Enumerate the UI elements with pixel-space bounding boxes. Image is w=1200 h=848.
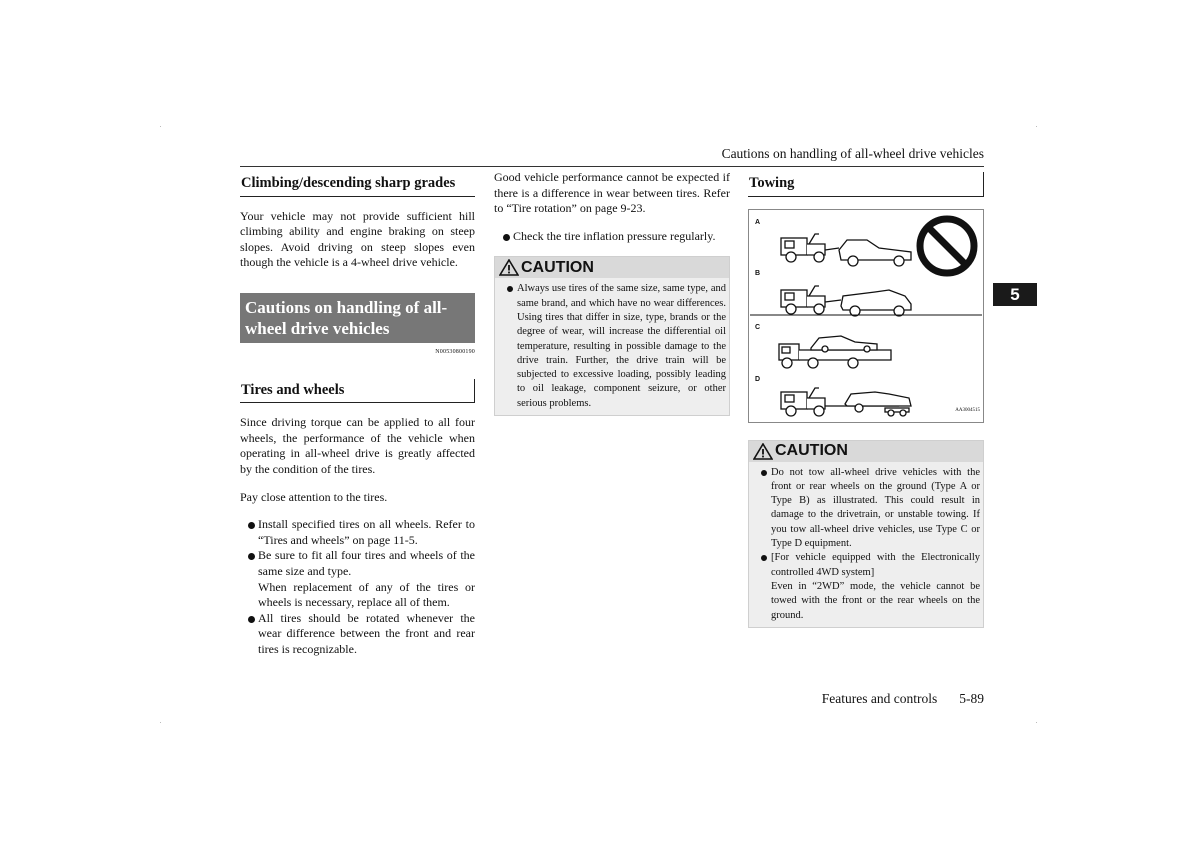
caution-text: Always use tires of the same size, same type, and same brand, and which have no wear differences. Using tires that differ in size, type, brands or the degree of wear, will increase the differential oil temperature, resulting in possible damage to the drive train. Further, the drive train will be subjected to excessive loading, possibly leading to oil leakage, component seizure, or other serious problems. (517, 283, 726, 409)
caution-text: [For vehicle equipped with the Electronically controlled 4WD system] (771, 552, 980, 578)
list-item (240, 548, 475, 610)
tires-paragraph-1: Since driving torque can be applied to all four wheels, the performance of the vehicle when operating in all-wheel drive is greatly affected by the condition of the tires. (240, 415, 475, 476)
climbing-heading: Climbing/descending sharp grades (240, 172, 475, 197)
list-item (751, 551, 980, 622)
towing-heading: Towing (748, 172, 984, 197)
bullet-icon (503, 234, 510, 241)
footer-section: Features and controls (821, 691, 938, 706)
bullet-icon (507, 286, 513, 292)
car-icon (845, 392, 911, 416)
caution-box (748, 440, 984, 628)
tow-truck-icon (781, 286, 841, 314)
bullet-icon (248, 522, 255, 529)
list-item (494, 229, 730, 245)
bullet-text: Install specified tires on all wheels. Refer to “Tires and wheels” on page 11-5. (258, 517, 475, 547)
bullet-text: Check the tire inflation pressure regularly. (513, 228, 716, 243)
pressure-bullet-list (494, 229, 730, 245)
list-item (751, 466, 980, 552)
wear-paragraph: Good vehicle performance cannot be expected if there is a difference in wear between tires. Refer to “Tire rotation” on page 9-23. (494, 170, 730, 216)
tires-paragraph-2: Pay close attention to the tires. (240, 489, 388, 504)
tires-bullet-list (240, 517, 475, 657)
running-header: Cautions on handling of all-wheel drive vehicles (721, 146, 984, 161)
caution-list (495, 278, 729, 415)
section-code: N00530800190 (435, 348, 475, 355)
column-left (240, 172, 475, 657)
caution-list (749, 462, 983, 627)
column-middle (494, 170, 730, 416)
header-rule (240, 166, 984, 167)
tow-diagram-svg (749, 210, 983, 420)
car-icon (839, 240, 911, 266)
caution-box (494, 256, 730, 416)
list-item (497, 282, 726, 411)
caution-label: CAUTION (775, 442, 848, 460)
bullet-icon (761, 470, 767, 476)
bullet-icon (248, 616, 255, 623)
caution-header (495, 257, 729, 278)
towing-illustration (748, 209, 984, 423)
column-right (748, 172, 984, 628)
caution-header (749, 441, 983, 462)
chapter-tab: 5 (993, 283, 1037, 306)
caution-text: Do not tow all-wheel drive vehicles with the front or rear wheels on the ground (Type A or Type B) as illustrated. This could result in damage to the drivetrain, or unstable towing. If you tow all-wheel drive vehicles, use Type C or Type D equipment. (771, 466, 980, 550)
warning-triangle-icon (499, 259, 519, 276)
tow-truck-icon (781, 234, 839, 262)
bullet-continuation: When replacement of any of the tires or wheels is necessary, replace all of them. (258, 579, 475, 610)
prohibited-sign-icon (920, 219, 974, 273)
car-icon (841, 290, 911, 316)
figure-label-c: C (755, 323, 761, 331)
figure-label-b: B (755, 269, 761, 277)
section-title-bar: Cautions on handling of all-wheel drive vehicles (240, 293, 475, 343)
bullet-text: Be sure to fit all four tires and wheels of the same size and type. (258, 548, 475, 578)
bullet-text: All tires should be rotated whenever the wear difference between the front and rear tires is recognizable. (258, 610, 475, 656)
climbing-text: Your vehicle may not provide sufficient hill climbing ability and engine braking on steep slopes. Avoid driving on steep slopes even though the vehicle is a 4-wheel drive vehicle. (240, 208, 475, 270)
bullet-icon (761, 555, 767, 561)
warning-triangle-icon (753, 443, 773, 460)
car-icon (811, 336, 877, 352)
figure-code: AA3004515 (955, 408, 980, 413)
tires-heading: Tires and wheels (240, 379, 475, 404)
list-item (240, 517, 475, 548)
figure-label-d: D (755, 375, 761, 383)
list-item (240, 611, 475, 658)
figure-label-a: A (755, 218, 761, 226)
bullet-icon (248, 553, 255, 560)
page-number: 5-89 (959, 691, 984, 706)
caution-label: CAUTION (521, 259, 594, 277)
caution-continuation: Even in “2WD” mode, the vehicle cannot be towed with the front or the rear wheels on the ground. (771, 580, 980, 621)
page-footer (760, 691, 984, 707)
